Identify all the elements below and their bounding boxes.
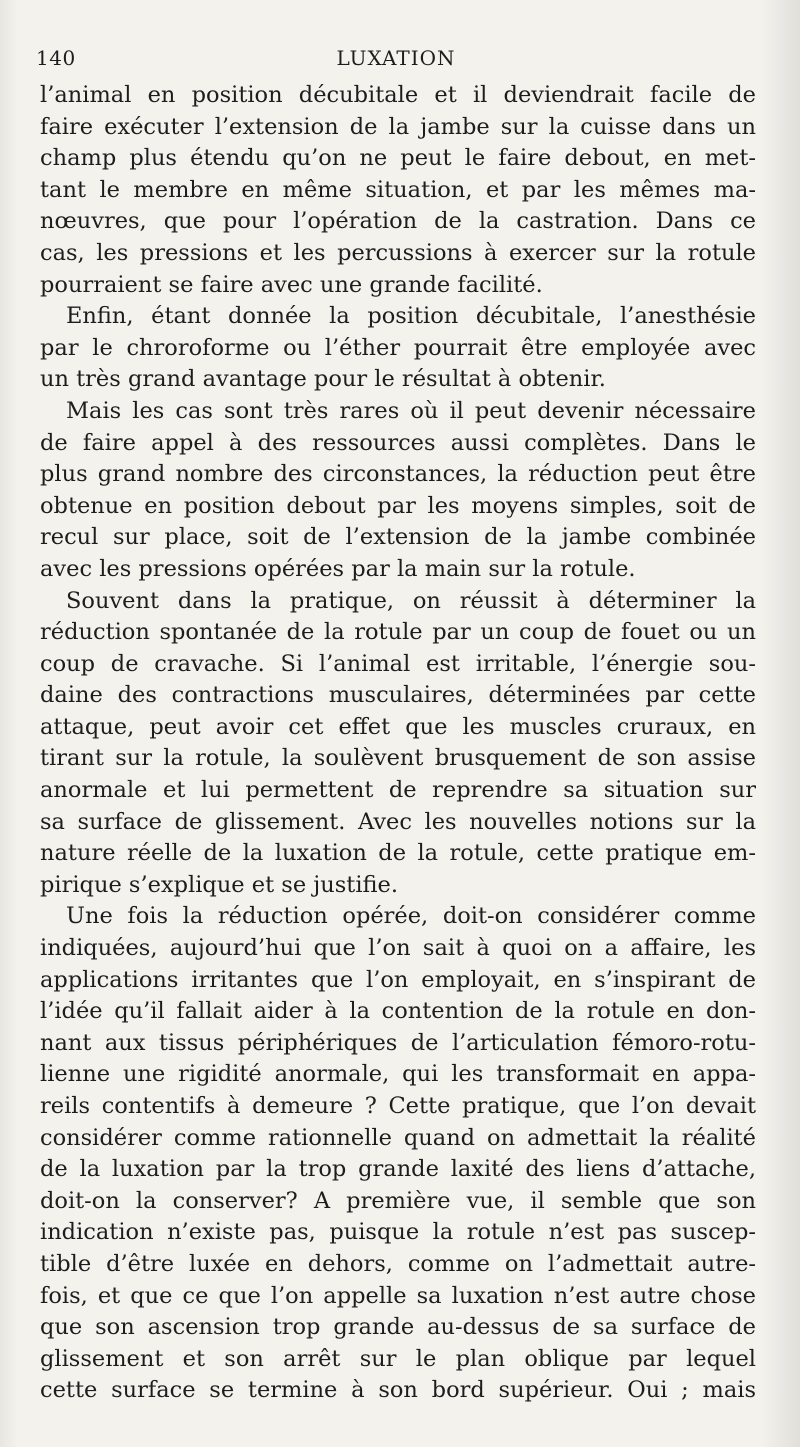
text-line: nœuvres, que pour l’opération de la castration. Dans ce [40,208,756,235]
text-line: recul sur place, soit de l’extension de la jambe combinée [40,524,756,551]
text-line: pourraient se faire avec une grande facilité. [40,271,543,298]
text-line: tible d’être luxée en dehors, comme on l’admettait autre- [40,1250,756,1277]
text-line: faire exécuter l’extension de la jambe sur la cuisse dans un [40,113,756,140]
text-line: anormale et lui permettent de reprendre sa situation sur [40,777,756,804]
text-line: de la luxation par la trop grande laxité des liens d’attache, [40,1156,756,1183]
text-line: réduction spontanée de la rotule par un coup de fouet ou un [40,619,756,646]
text-line: nant aux tissus périphériques de l’articulation fémoro-rotu- [40,1029,756,1056]
text-line: cette surface se termine à son bord supérieur. Oui ; mais [40,1377,756,1404]
text-line: Une fois la réduction opérée, doit-on considérer comme [66,903,756,930]
text-line: reils contentifs à demeure ? Cette pratique, que l’on devait [40,1093,756,1119]
text-line: daine des contractions musculaires, déterminées par cette [40,682,756,709]
text-line: doit-on la conserver? A première vue, il semble que son [40,1187,756,1214]
text-line: Mais les cas sont très rares où il peut devenir nécessaire [66,397,756,424]
text-line: indication n’existe pas, puisque la rotule n’est pas suscep- [40,1219,756,1246]
text-line: l’animal en position décubitale et il deviendrait facile de [40,82,756,108]
text-line: attaque, peut avoir cet effet que les muscles cruraux, en [40,713,756,740]
text-line: applications irritantes que l’on employait, en s’inspirant de [40,966,756,993]
text-line: l’idée qu’il fallait aider à la contention de la rotule en don- [40,998,756,1025]
text-line: champ plus étendu qu’on ne peut le faire debout, en met- [40,145,756,172]
text-line: Enfin, étant donnée la position décubitale, l’anesthésie [66,303,756,330]
text-line: tant le membre en même situation, et par les mêmes ma- [40,176,756,203]
text-line: Souvent dans la pratique, on réussit à déterminer la [66,587,756,614]
running-title: LUXATION [336,46,456,70]
text-line: obtenue en position debout par les moyens simples, soit de [40,492,756,519]
text-line: par le chroroforme ou l’éther pourrait être employée avec [40,334,756,361]
text-line: nature réelle de la luxation de la rotule, cette pratique em- [40,840,756,867]
text-line: que son ascension trop grande au-dessus de sa surface de [40,1314,756,1341]
text-line: indiquées, aujourd’hui que l’on sait à quoi on a affaire, les [40,935,756,962]
text-line: lienne une rigidité anormale, qui les transformait en appa- [40,1061,756,1088]
text-line: tirant sur la rotule, la soulèvent brusquement de son assise [40,745,756,772]
text-line: cas, les pressions et les percussions à exercer sur la rotule [40,239,756,266]
page-header [36,46,756,76]
page-number: 140 [36,46,76,70]
text-line: sa surface de glissement. Avec les nouvelles notions sur la [40,808,756,835]
text-line: plus grand nombre des circonstances, la réduction peut être [40,461,756,488]
text-line: glissement et son arrêt sur le plan oblique par lequel [40,1345,756,1372]
text-line: avec les pressions opérées par la main sur la rotule. [40,555,636,582]
text-line: un très grand avantage pour le résultat à obtenir. [40,366,606,393]
text-line: de faire appel à des ressources aussi complètes. Dans le [40,429,756,456]
text-line: considérer comme rationnelle quand on admettait la réalité [40,1124,756,1151]
text-line: coup de cravache. Si l’animal est irritable, l’énergie sou- [40,650,756,677]
body-text [40,80,756,1407]
text-line: pirique s’explique et se justifie. [40,871,399,898]
text-line: fois, et que ce que l’on appelle sa luxation n’est autre chose [40,1282,756,1309]
